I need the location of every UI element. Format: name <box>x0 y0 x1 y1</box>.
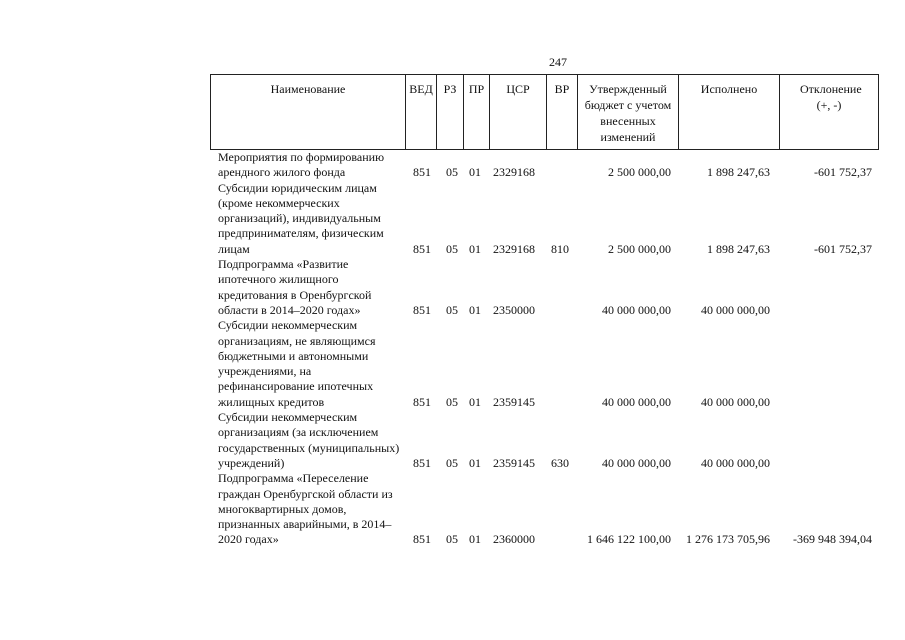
table-row <box>210 318 879 410</box>
row-budget: 40 000 000,00 <box>602 394 671 409</box>
row-name: Подпрограмма «Развитие ипотечного жилищного кредитования в Оренбургской области в 2014–2020 годах» <box>218 257 372 317</box>
table-row <box>210 150 879 181</box>
row-csr: 2359145 <box>493 455 535 470</box>
row-ved: 851 <box>413 302 431 317</box>
row-name: Субсидии юридическим лицам (кроме некоммерческих организаций), индивидуальным предпринимателям, физическим лицам <box>218 180 384 256</box>
row-budget: 2 500 000,00 <box>608 165 671 180</box>
row-deviation: -601 752,37 <box>814 165 872 180</box>
header-budget: Утвержденный бюджет с учетом внесенных изменений <box>578 75 679 149</box>
row-budget: 1 646 122 100,00 <box>587 532 671 547</box>
table-body <box>210 150 879 548</box>
row-pr: 01 <box>469 394 481 409</box>
table-row <box>210 410 879 471</box>
page-number: 247 <box>549 55 567 69</box>
table-row <box>210 471 879 547</box>
header-rz: РЗ <box>437 75 464 149</box>
row-ved: 851 <box>413 241 431 256</box>
row-vr: 630 <box>551 455 569 470</box>
row-done: 40 000 000,00 <box>701 302 770 317</box>
row-deviation: -601 752,37 <box>814 241 872 256</box>
table-header <box>210 74 879 150</box>
row-name: Мероприятия по формированию арендного жилого фонда <box>218 150 385 180</box>
header-done: Исполнено <box>679 75 780 149</box>
row-done: 1 898 247,63 <box>707 165 770 180</box>
header-vr: ВР <box>547 75 578 149</box>
header-deviation: Отклонение (+, -) <box>800 82 862 112</box>
table-row <box>210 181 879 257</box>
row-name: Субсидии некоммерческим организациям (за исключением государственных (муниципальных) учреждений) <box>218 410 400 470</box>
header-csr: ЦСР <box>490 75 547 149</box>
row-csr: 2329168 <box>493 165 535 180</box>
row-rz: 05 <box>446 241 458 256</box>
row-done: 1 276 173 705,96 <box>686 532 770 547</box>
row-done: 40 000 000,00 <box>701 455 770 470</box>
row-pr: 01 <box>469 165 481 180</box>
row-rz: 05 <box>446 455 458 470</box>
row-pr: 01 <box>469 455 481 470</box>
header-pr: ПР <box>464 75 490 149</box>
row-csr: 2329168 <box>493 241 535 256</box>
row-budget: 2 500 000,00 <box>608 241 671 256</box>
header-ved: ВЕД <box>406 75 437 149</box>
row-name: Подпрограмма «Переселение граждан Оренбургской области из многоквартирных домов, признанных аварийными, в 2014–2020 годах» <box>218 471 393 547</box>
row-ved: 851 <box>413 394 431 409</box>
row-ved: 851 <box>413 455 431 470</box>
row-done: 40 000 000,00 <box>701 394 770 409</box>
row-name: Субсидии некоммерческим организациям, не являющимся бюджетными и автономными учреждениями, на рефинансирование ипотечных жилищных кредитов <box>218 318 376 409</box>
row-pr: 01 <box>469 532 481 547</box>
row-ved: 851 <box>413 165 431 180</box>
header-name: Наименование <box>211 75 406 149</box>
row-csr: 2350000 <box>493 302 535 317</box>
row-budget: 40 000 000,00 <box>602 302 671 317</box>
row-done: 1 898 247,63 <box>707 241 770 256</box>
row-rz: 05 <box>446 165 458 180</box>
row-budget: 40 000 000,00 <box>602 455 671 470</box>
row-rz: 05 <box>446 394 458 409</box>
row-deviation: -369 948 394,04 <box>793 532 872 547</box>
table-row <box>210 257 879 318</box>
row-vr: 810 <box>551 241 569 256</box>
row-rz: 05 <box>446 302 458 317</box>
row-rz: 05 <box>446 532 458 547</box>
row-pr: 01 <box>469 241 481 256</box>
row-csr: 2360000 <box>493 532 535 547</box>
row-ved: 851 <box>413 532 431 547</box>
row-csr: 2359145 <box>493 394 535 409</box>
row-pr: 01 <box>469 302 481 317</box>
